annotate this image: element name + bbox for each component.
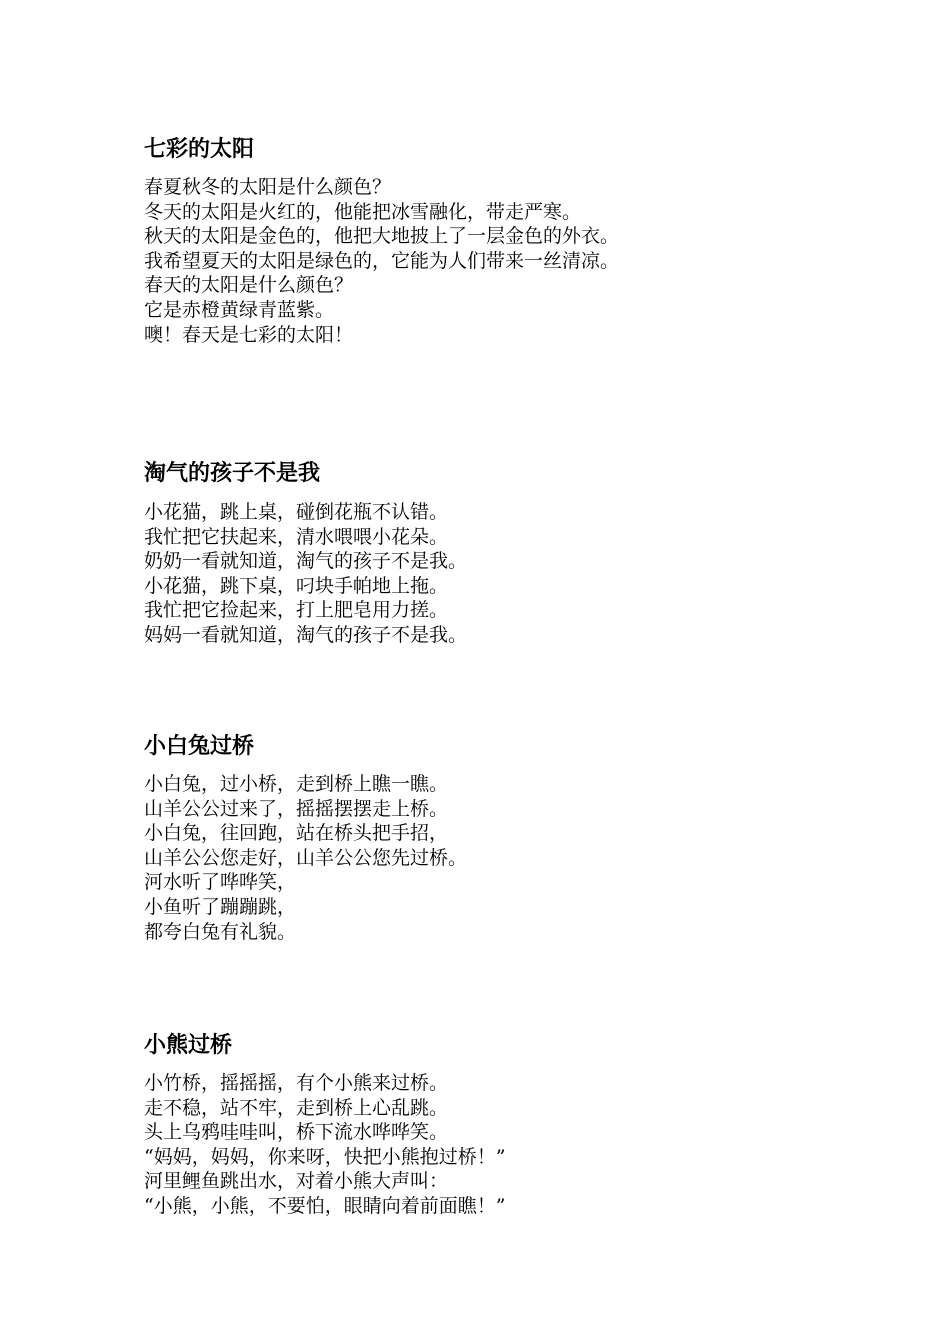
poem-line: 我忙把它扶起来，清水喂喂小花朵。 xyxy=(144,525,449,548)
poem-line: 小鱼听了蹦蹦跳， xyxy=(144,895,297,918)
poem-body xyxy=(144,175,904,347)
poem-line: “小熊，小熊，不要怕，眼睛向着前面瞧！” xyxy=(144,1194,506,1217)
poem-line: 山羊公公过来了，摇摇摆摆走上桥。 xyxy=(144,797,449,820)
poem-line: 小花猫，跳下桌，叼块手帕地上拖。 xyxy=(144,574,449,597)
poem-line: 它是赤橙黄绿青蓝紫。 xyxy=(144,298,335,321)
poem-line: 小白兔，过小桥，走到桥上瞧一瞧。 xyxy=(144,773,449,795)
poem-taoqi-de-haizi xyxy=(144,460,904,648)
poem-title: 淘气的孩子不是我 xyxy=(144,461,321,486)
poem-line: 小白兔，往回跑，站在桥头把手招， xyxy=(144,822,449,845)
poem-line: 山羊公公您走好，山羊公公您先过桥。 xyxy=(144,846,468,869)
poem-line: 都夸白兔有礼貌。 xyxy=(144,920,297,943)
poem-line: 妈妈一看就知道，淘气的孩子不是我。 xyxy=(144,623,468,646)
poem-line: 秋天的太阳是金色的，他把大地披上了一层金色的外衣。 xyxy=(144,225,620,248)
poem-title: 小熊过桥 xyxy=(144,1033,233,1058)
poem-qicai-taiyang xyxy=(144,136,904,347)
poem-line: 春天的太阳是什么颜色？ xyxy=(144,274,354,297)
poem-line: 头上乌鸦哇哇叫，桥下流水哗哗笑。 xyxy=(144,1121,449,1144)
poem-title: 七彩的太阳 xyxy=(144,137,255,162)
poem-xiaoxiong-guoqiao xyxy=(144,1032,904,1219)
poem-line: 小花猫，跳上桌，碰倒花瓶不认错。 xyxy=(144,501,449,523)
poem-line: 小竹桥，摇摇摇，有个小熊来过桥。 xyxy=(144,1072,449,1094)
poem-body xyxy=(144,500,904,648)
poem-line: 走不稳，站不牢，走到桥上心乱跳。 xyxy=(144,1096,449,1119)
poem-body xyxy=(144,772,904,944)
poem-line: 冬天的太阳是火红的，他能把冰雪融化，带走严寒。 xyxy=(144,200,582,223)
poem-xiaobaitu-guoqiao xyxy=(144,733,904,944)
poem-line: 河水听了哗哗笑， xyxy=(144,871,297,894)
poem-line: 河里鲤鱼跳出水，对着小熊大声叫： xyxy=(144,1170,449,1193)
poem-line: 奶奶一看就知道，淘气的孩子不是我。 xyxy=(144,550,468,573)
poem-line: 噢！春天是七彩的太阳！ xyxy=(144,323,354,346)
poem-line: 我希望夏天的太阳是绿色的，它能为人们带来一丝清凉。 xyxy=(144,249,620,272)
poem-body xyxy=(144,1071,904,1219)
poem-title: 小白兔过桥 xyxy=(144,734,255,759)
poem-line: 春夏秋冬的太阳是什么颜色？ xyxy=(144,176,392,198)
poem-line: “妈妈，妈妈，你来呀，快把小熊抱过桥！” xyxy=(144,1145,506,1168)
poem-line: 我忙把它捡起来，打上肥皂用力搓。 xyxy=(144,599,449,622)
